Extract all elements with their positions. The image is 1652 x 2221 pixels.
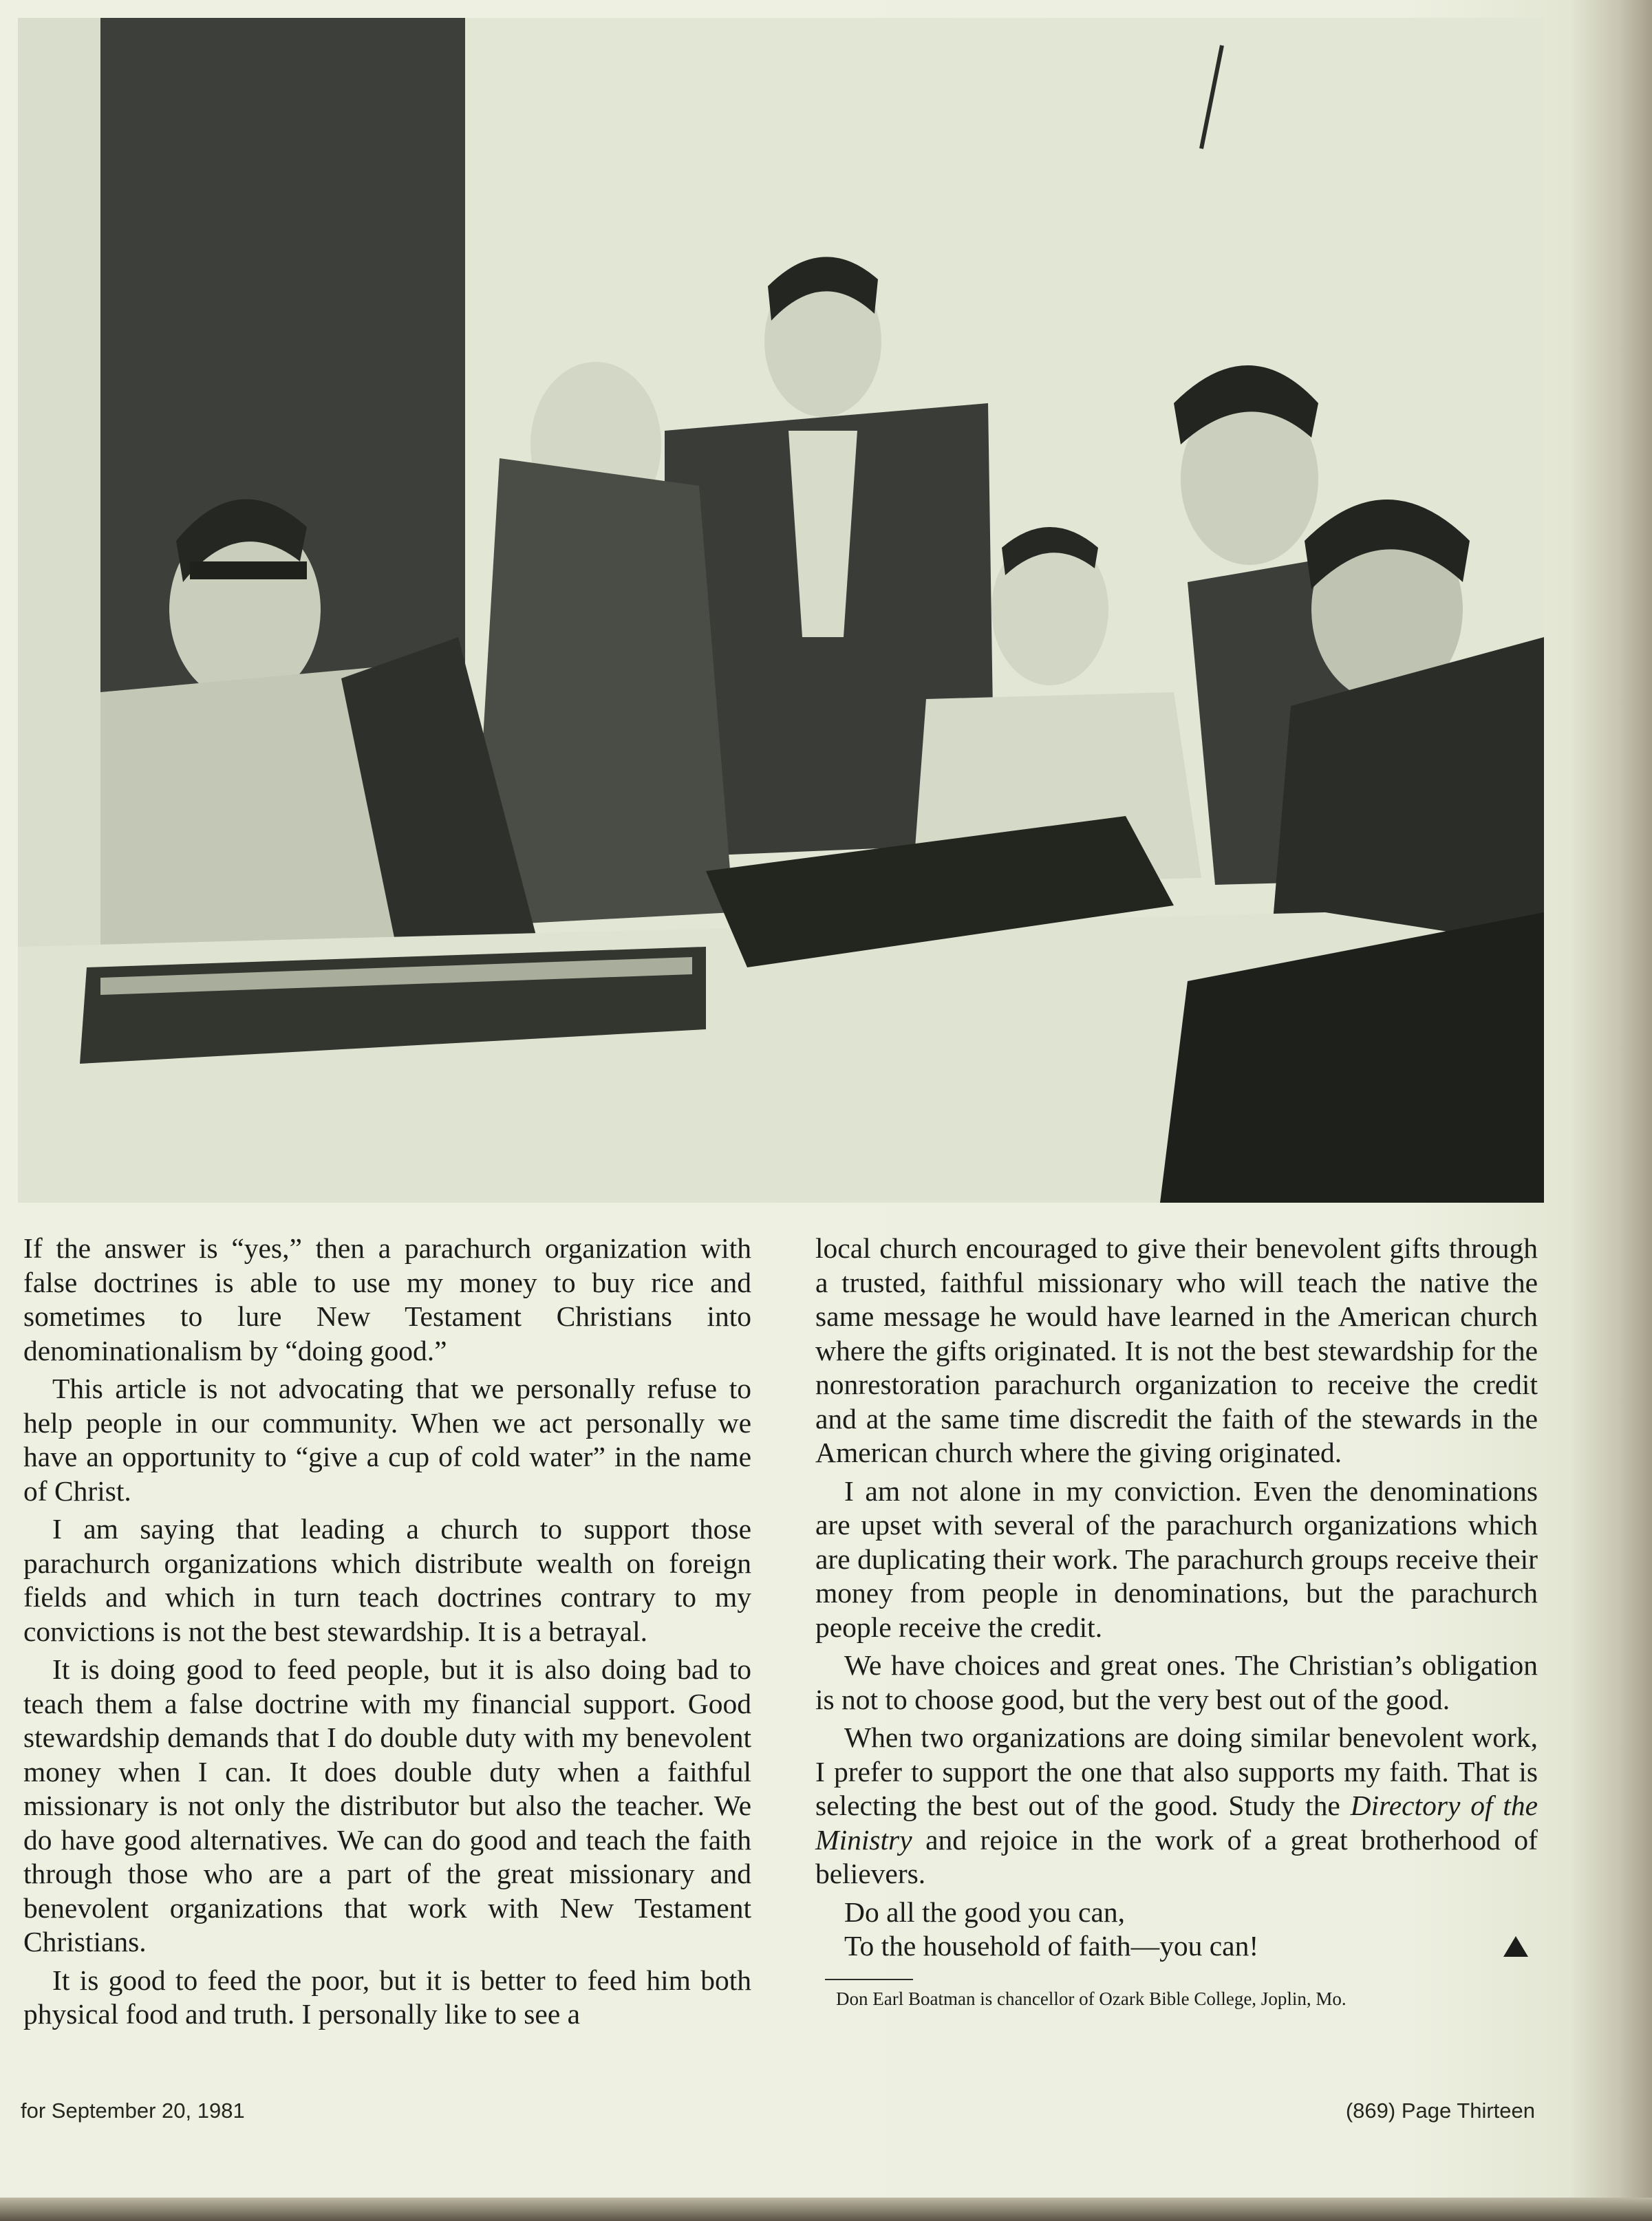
footer-page-number: (869) Page Thirteen xyxy=(1345,2099,1535,2123)
left-paragraph-1: If the answer is “yes,” then a parachurch organization with false doctrines is able to use my money to buy rice and sometimes to lure New Testament Christians into denominationalism by “doing good.” xyxy=(23,1232,751,1366)
left-paragraph-3: I am saying that leading a church to support those parachurch organizations which distribute wealth on foreign fields and which in turn teach doctrines contrary to my convictions is not the best stewardship. It is a betrayal. xyxy=(23,1513,751,1647)
closing-verse-row xyxy=(815,1929,1538,1964)
bio-divider xyxy=(825,1979,913,1980)
right-paragraph-3: We have choices and great ones. The Christian’s obligation is not to choose good, but the very best out of the good. xyxy=(815,1649,1538,1715)
halftone-photo xyxy=(18,18,1544,1203)
left-paragraph-4: It is doing good to feed people, but it is also doing bad to teach them a false doctrine with my financial support. Good stewardship demands that I do double duty with my benevolent money when I can. It does double duty when a faithful missionary is not only the distributor but also the teacher. We do have good alternatives. We can do good and teach the faith through those who are a part of the great missionary and benevolent organizations that work with New Testament Christians. xyxy=(23,1653,751,1957)
paragraph-4-start: When two organizations are doing similar benevolent work, I prefer to support the one that also supports my faith. That is selecting the best out of the good. Study the xyxy=(815,1721,1538,1821)
right-paragraph-2: I am not alone in my conviction. Even the denominations are upset with several of the parachurch organizations which are duplicating their work. The parachurch groups receive their money from people in denominations, but the parachurch people receive the credit. xyxy=(815,1474,1538,1643)
end-mark-triangle-icon xyxy=(1503,1936,1528,1957)
left-paragraph-5: It is good to feed the poor, but it is better to feed him both physical food and truth. I personally like to see a xyxy=(23,1964,751,2030)
footer-issue-date: for September 20, 1981 xyxy=(21,2099,245,2123)
right-paragraph-4 xyxy=(815,1721,1538,1891)
left-column xyxy=(23,1232,751,2032)
photo-illustration xyxy=(18,18,1544,1203)
closing-verse-line-2: To the household of faith—you can! xyxy=(844,1930,1259,1962)
author-bio: Don Earl Boatman is chancellor of Ozark Bible College, Joplin, Mo. xyxy=(836,1988,1347,2009)
left-paragraph-2: This article is not advocating that we personally refuse to help people in our community. When we act personally we have an opportunity to “give a cup of cold water” in the name of Christ. xyxy=(23,1373,751,1507)
closing-verse-line-1: Do all the good you can, xyxy=(844,1896,1125,1928)
paragraph-4-end: and rejoice in the work of a great brotherhood of believers. xyxy=(815,1823,1538,1889)
directory-title: Directory of the Ministry xyxy=(815,1790,1538,1856)
right-paragraph-1: local church encouraged to give their benevolent gifts through a trusted, faithful missionary who will teach the native the same message he would have learned in the American church where the gifts originated. It is not the best stewardship for the nonrestoration parachurch organization to receive the credit and at the same time discredit the faith of the stewards in the American church where the giving originated. xyxy=(815,1232,1538,1468)
right-column xyxy=(815,1232,1538,2010)
scan-edge xyxy=(0,2198,1652,2221)
